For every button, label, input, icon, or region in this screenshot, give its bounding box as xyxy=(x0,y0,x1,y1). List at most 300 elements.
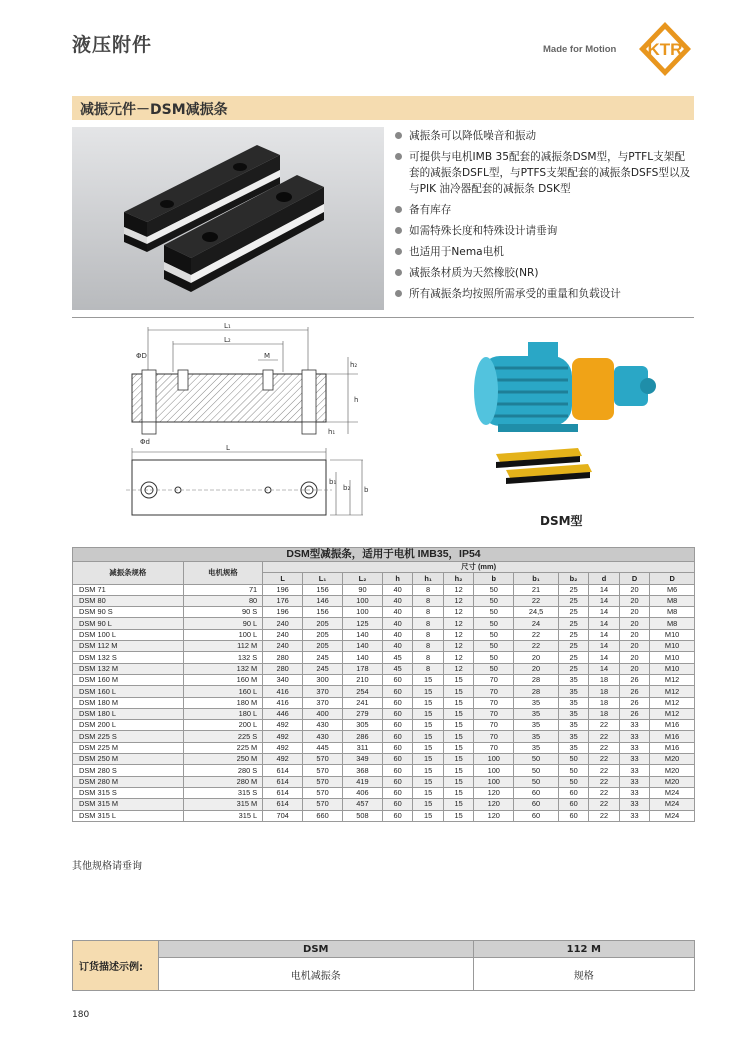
table-cell: 614 xyxy=(263,776,303,787)
table-cell: 200 L xyxy=(183,720,263,731)
table-cell: 406 xyxy=(343,787,383,798)
table-cell: 15 xyxy=(413,810,443,821)
feature-item: 所有减振条均按照所需承受的重量和负载设计 xyxy=(395,286,695,302)
dim-b1: b₁ xyxy=(329,478,337,486)
table-cell: 18 xyxy=(589,686,619,697)
table-cell: 22 xyxy=(514,641,559,652)
table-cell: 132 S xyxy=(183,652,263,663)
table-cell: 180 L xyxy=(183,708,263,719)
table-cell: 430 xyxy=(303,720,343,731)
table-cell: DSM 250 M xyxy=(73,754,184,765)
table-cell: 22 xyxy=(589,787,619,798)
table-cell: 419 xyxy=(343,776,383,787)
table-cell: 60 xyxy=(382,742,412,753)
feature-item: 减振条可以降低噪音和振动 xyxy=(395,128,695,144)
table-cell: 315 S xyxy=(183,787,263,798)
table-cell: 35 xyxy=(558,720,588,731)
table-cell: 15 xyxy=(443,674,473,685)
table-cell: 14 xyxy=(589,641,619,652)
table-cell: 60 xyxy=(382,787,412,798)
table-cell: 280 xyxy=(263,663,303,674)
table-cell: 160 L xyxy=(183,686,263,697)
table-cell: DSM 315 S xyxy=(73,787,184,798)
table-cell: 280 S xyxy=(183,765,263,776)
table-cell: 26 xyxy=(619,697,649,708)
dim-h2: h₂ xyxy=(350,361,358,369)
table-cell: 22 xyxy=(589,765,619,776)
table-cell: M24 xyxy=(650,799,695,810)
table-cell: 241 xyxy=(343,697,383,708)
table-cell: M20 xyxy=(650,754,695,765)
table-cell: 15 xyxy=(413,708,443,719)
table-cell: 60 xyxy=(382,708,412,719)
table-cell: 205 xyxy=(303,618,343,629)
table-cell: 704 xyxy=(263,810,303,821)
table-cell: 50 xyxy=(514,776,559,787)
order-example-table xyxy=(72,940,695,991)
table-cell: 40 xyxy=(382,618,412,629)
table-cell: DSM 100 L xyxy=(73,629,184,640)
table-cell: M20 xyxy=(650,776,695,787)
table-cell: 25 xyxy=(558,641,588,652)
table-row xyxy=(73,776,695,787)
table-cell: 210 xyxy=(343,674,383,685)
table-cell: 100 xyxy=(474,765,514,776)
table-row xyxy=(73,686,695,697)
table-cell: 25 xyxy=(558,663,588,674)
table-cell: 40 xyxy=(382,641,412,652)
table-cell: 140 xyxy=(343,641,383,652)
dim-b: b xyxy=(364,486,369,494)
dim-header: D xyxy=(619,573,649,584)
table-cell: 100 xyxy=(343,607,383,618)
table-cell: 33 xyxy=(619,731,649,742)
product-photo xyxy=(72,127,384,310)
logo-text: KTR xyxy=(647,40,683,59)
feature-item: 备有库存 xyxy=(395,202,695,218)
table-cell: 286 xyxy=(343,731,383,742)
table-cell: 20 xyxy=(619,641,649,652)
table-cell: 35 xyxy=(558,697,588,708)
table-cell: 70 xyxy=(474,674,514,685)
table-cell: DSM 132 M xyxy=(73,663,184,674)
table-cell: 132 M xyxy=(183,663,263,674)
table-cell: 15 xyxy=(443,720,473,731)
dim-header: d xyxy=(589,573,619,584)
table-cell: 400 xyxy=(303,708,343,719)
table-cell: 445 xyxy=(303,742,343,753)
table-cell: 60 xyxy=(382,754,412,765)
table-cell: 614 xyxy=(263,799,303,810)
table-cell: 50 xyxy=(558,754,588,765)
table-cell: DSM 160 L xyxy=(73,686,184,697)
table-cell: 60 xyxy=(382,765,412,776)
table-cell: 245 xyxy=(303,652,343,663)
table-cell: 570 xyxy=(303,787,343,798)
table-cell: 8 xyxy=(413,584,443,595)
table-cell: DSM 90 S xyxy=(73,607,184,618)
table-cell: 70 xyxy=(474,686,514,697)
table-row xyxy=(73,799,695,810)
table-cell: 156 xyxy=(303,584,343,595)
table-cell: 196 xyxy=(263,584,303,595)
table-cell: 430 xyxy=(303,731,343,742)
table-cell: 35 xyxy=(558,708,588,719)
table-cell: 300 xyxy=(303,674,343,685)
table-cell: 205 xyxy=(303,629,343,640)
table-cell: DSM 132 S xyxy=(73,652,184,663)
table-cell: 100 L xyxy=(183,629,263,640)
table-row xyxy=(73,663,695,674)
table-cell: 120 xyxy=(474,787,514,798)
table-cell: 35 xyxy=(514,742,559,753)
table-cell: 15 xyxy=(413,720,443,731)
table-row xyxy=(73,618,695,629)
table-cell: 60 xyxy=(514,799,559,810)
table-cell: 370 xyxy=(303,686,343,697)
dim-header: h xyxy=(382,573,412,584)
table-cell: 15 xyxy=(413,754,443,765)
table-cell: 178 xyxy=(343,663,383,674)
table-cell: 33 xyxy=(619,754,649,765)
table-row xyxy=(73,674,695,685)
table-cell: 20 xyxy=(619,629,649,640)
table-cell: M10 xyxy=(650,652,695,663)
table-cell: 35 xyxy=(514,708,559,719)
table-cell: 22 xyxy=(589,720,619,731)
table-cell: 70 xyxy=(474,708,514,719)
table-cell: 176 xyxy=(263,595,303,606)
table-cell: 315 M xyxy=(183,799,263,810)
table-row xyxy=(73,720,695,731)
table-cell: 18 xyxy=(589,697,619,708)
table-cell: 8 xyxy=(413,652,443,663)
table-cell: 28 xyxy=(514,686,559,697)
tagline: Made for Motion xyxy=(543,44,617,55)
table-cell: M12 xyxy=(650,697,695,708)
table-cell: M20 xyxy=(650,765,695,776)
table-cell: M24 xyxy=(650,810,695,821)
table-cell: 225 S xyxy=(183,731,263,742)
table-cell: 305 xyxy=(343,720,383,731)
table-cell: 25 xyxy=(558,607,588,618)
table-cell: 50 xyxy=(474,595,514,606)
table-cell: DSM 200 L xyxy=(73,720,184,731)
table-cell: 45 xyxy=(382,663,412,674)
dim-D: ΦD xyxy=(136,352,147,360)
table-cell: 250 M xyxy=(183,754,263,765)
table-cell: 492 xyxy=(263,731,303,742)
table-cell: 50 xyxy=(474,618,514,629)
table-cell: 60 xyxy=(558,787,588,798)
table-cell: 25 xyxy=(558,595,588,606)
table-cell: 280 M xyxy=(183,776,263,787)
table-cell: 20 xyxy=(619,652,649,663)
table-cell: 14 xyxy=(589,618,619,629)
table-cell: 120 xyxy=(474,799,514,810)
table-cell: 15 xyxy=(443,765,473,776)
table-cell: 140 xyxy=(343,652,383,663)
table-cell: 315 L xyxy=(183,810,263,821)
dim-header: L₁ xyxy=(303,573,343,584)
table-cell: 14 xyxy=(589,595,619,606)
table-cell: 112 M xyxy=(183,641,263,652)
table-cell: 225 M xyxy=(183,742,263,753)
table-cell: 35 xyxy=(558,674,588,685)
table-cell: 60 xyxy=(382,674,412,685)
table-cell: 33 xyxy=(619,720,649,731)
table-cell: 14 xyxy=(589,584,619,595)
table-row xyxy=(73,708,695,719)
table-cell: 40 xyxy=(382,584,412,595)
feature-item: 可提供与电机IMB 35配套的减振条DSM型，与PTFL支架配套的减振条DSFL型，与PTFS支架配套的减振条DSFS型以及与PIK 油冷器配套的减振条 DSK型 xyxy=(395,149,695,197)
table-cell: 33 xyxy=(619,787,649,798)
table-cell: 60 xyxy=(382,731,412,742)
table-cell: DSM 315 L xyxy=(73,810,184,821)
table-cell: 160 M xyxy=(183,674,263,685)
table-cell: 35 xyxy=(558,742,588,753)
table-cell: 245 xyxy=(303,663,343,674)
table-cell: 22 xyxy=(589,754,619,765)
dim-L: L xyxy=(226,444,230,452)
table-row xyxy=(73,765,695,776)
table-cell: 15 xyxy=(443,787,473,798)
table-cell: 12 xyxy=(443,629,473,640)
table-cell: 12 xyxy=(443,618,473,629)
table-cell: 33 xyxy=(619,765,649,776)
dim-header: h₁ xyxy=(413,573,443,584)
table-cell: 60 xyxy=(514,787,559,798)
table-cell: M8 xyxy=(650,607,695,618)
dim-header: b₁ xyxy=(514,573,559,584)
table-cell: M10 xyxy=(650,663,695,674)
table-cell: 15 xyxy=(443,776,473,787)
table-cell: 35 xyxy=(558,731,588,742)
table-cell: 18 xyxy=(589,708,619,719)
table-cell: DSM 180 M xyxy=(73,697,184,708)
table-cell: 15 xyxy=(443,754,473,765)
table-cell: 50 xyxy=(474,607,514,618)
table-cell: DSM 71 xyxy=(73,584,184,595)
table-cell: 90 L xyxy=(183,618,263,629)
spec-table xyxy=(72,547,695,822)
table-cell: 33 xyxy=(619,776,649,787)
table-cell: 8 xyxy=(413,663,443,674)
table-cell: 156 xyxy=(303,607,343,618)
table-cell: 25 xyxy=(558,652,588,663)
table-cell: 349 xyxy=(343,754,383,765)
table-cell: 22 xyxy=(589,810,619,821)
table-cell: 196 xyxy=(263,607,303,618)
table-cell: 570 xyxy=(303,765,343,776)
table-cell: 40 xyxy=(382,607,412,618)
table-row xyxy=(73,787,695,798)
table-cell: M10 xyxy=(650,641,695,652)
table-cell: 14 xyxy=(589,629,619,640)
table-cell: 21 xyxy=(514,584,559,595)
table-cell: 90 xyxy=(343,584,383,595)
table-cell: 33 xyxy=(619,810,649,821)
table-cell: 70 xyxy=(474,720,514,731)
dim-M: M xyxy=(264,352,271,360)
table-cell: DSM 280 S xyxy=(73,765,184,776)
footnote: 其他规格请垂询 xyxy=(72,861,142,872)
table-cell: 22 xyxy=(589,799,619,810)
table-cell: 15 xyxy=(413,731,443,742)
table-cell: 22 xyxy=(589,742,619,753)
table-cell: 254 xyxy=(343,686,383,697)
table-cell: M10 xyxy=(650,629,695,640)
table-cell: DSM 90 L xyxy=(73,618,184,629)
table-cell: 20 xyxy=(514,652,559,663)
table-cell: 80 xyxy=(183,595,263,606)
page-header-title: 液压附件 xyxy=(72,34,153,56)
table-cell: 570 xyxy=(303,754,343,765)
table-cell: 311 xyxy=(343,742,383,753)
table-cell: 22 xyxy=(514,595,559,606)
table-cell: 18 xyxy=(589,674,619,685)
table-cell: DSM 80 xyxy=(73,595,184,606)
table-cell: 446 xyxy=(263,708,303,719)
table-cell: 14 xyxy=(589,663,619,674)
table-cell: 26 xyxy=(619,674,649,685)
order-value: 112 M xyxy=(473,941,694,958)
table-cell: 15 xyxy=(413,674,443,685)
table-cell: 614 xyxy=(263,765,303,776)
table-cell: 15 xyxy=(413,765,443,776)
dim-h1: h₁ xyxy=(328,428,336,436)
order-description: 规格 xyxy=(473,958,694,991)
table-cell: 50 xyxy=(514,754,559,765)
col-motor-header: 电机规格 xyxy=(183,562,263,585)
table-cell: 20 xyxy=(514,663,559,674)
table-row xyxy=(73,742,695,753)
table-cell: 22 xyxy=(589,731,619,742)
table-cell: 416 xyxy=(263,686,303,697)
table-row xyxy=(73,641,695,652)
table-cell: 20 xyxy=(619,607,649,618)
table-cell: 24,5 xyxy=(514,607,559,618)
dim-header: L₂ xyxy=(343,573,383,584)
table-cell: DSM 225 M xyxy=(73,742,184,753)
table-cell: 146 xyxy=(303,595,343,606)
table-cell: 370 xyxy=(303,697,343,708)
table-cell: 60 xyxy=(382,720,412,731)
table-cell: 570 xyxy=(303,776,343,787)
table-cell: 570 xyxy=(303,799,343,810)
table-row xyxy=(73,629,695,640)
table-cell: 8 xyxy=(413,641,443,652)
table-cell: 140 xyxy=(343,629,383,640)
table-cell: M8 xyxy=(650,618,695,629)
table-row xyxy=(73,754,695,765)
table-cell: 50 xyxy=(474,584,514,595)
table-cell: 60 xyxy=(382,686,412,697)
table-cell: 20 xyxy=(619,595,649,606)
table-cell: 240 xyxy=(263,641,303,652)
table-cell: 120 xyxy=(474,810,514,821)
table-cell: 60 xyxy=(382,697,412,708)
table-row xyxy=(73,607,695,618)
dim-header: b₂ xyxy=(558,573,588,584)
table-cell: 20 xyxy=(619,663,649,674)
table-cell: M16 xyxy=(650,742,695,753)
table-cell: M12 xyxy=(650,686,695,697)
table-cell: M24 xyxy=(650,787,695,798)
table-cell: 24 xyxy=(514,618,559,629)
table-cell: 90 S xyxy=(183,607,263,618)
table-cell: 12 xyxy=(443,607,473,618)
table-cell: 8 xyxy=(413,607,443,618)
section-title: 减振元件－DSM减振条 xyxy=(80,102,228,118)
ktr-logo xyxy=(636,20,694,78)
table-cell: 100 xyxy=(343,595,383,606)
table-cell: 15 xyxy=(443,731,473,742)
table-cell: 45 xyxy=(382,652,412,663)
table-cell: 180 M xyxy=(183,697,263,708)
table-cell: 35 xyxy=(514,697,559,708)
table-cell: 22 xyxy=(589,776,619,787)
table-row xyxy=(73,810,695,821)
table-cell: 35 xyxy=(514,731,559,742)
table-cell: M8 xyxy=(650,595,695,606)
dim-header: L xyxy=(263,573,303,584)
table-cell: 12 xyxy=(443,595,473,606)
table-cell: 26 xyxy=(619,708,649,719)
spec-body xyxy=(73,584,695,821)
table-cell: DSM 225 S xyxy=(73,731,184,742)
dim-header: D xyxy=(650,573,695,584)
table-title: DSM型减振条，适用于电机 IMB35，IP54 xyxy=(73,548,695,562)
table-cell: 8 xyxy=(413,629,443,640)
table-cell: 40 xyxy=(382,629,412,640)
table-row xyxy=(73,652,695,663)
table-cell: 22 xyxy=(514,629,559,640)
table-cell: 15 xyxy=(443,810,473,821)
table-cell: 60 xyxy=(558,799,588,810)
table-cell: M16 xyxy=(650,731,695,742)
dim-header: h₂ xyxy=(443,573,473,584)
table-cell: 15 xyxy=(443,799,473,810)
table-cell: DSM 180 L xyxy=(73,708,184,719)
table-cell: 8 xyxy=(413,595,443,606)
table-cell: 15 xyxy=(443,742,473,753)
table-cell: 12 xyxy=(443,663,473,674)
feature-item: 如需特殊长度和特殊设计请垂询 xyxy=(395,223,695,239)
table-cell: 25 xyxy=(558,584,588,595)
table-cell: 33 xyxy=(619,742,649,753)
table-cell: 125 xyxy=(343,618,383,629)
table-cell: 14 xyxy=(589,652,619,663)
table-cell: 280 xyxy=(263,652,303,663)
table-cell: 70 xyxy=(474,697,514,708)
table-cell: 40 xyxy=(382,595,412,606)
technical-drawing xyxy=(118,322,380,520)
table-cell: 71 xyxy=(183,584,263,595)
table-cell: 15 xyxy=(413,742,443,753)
table-cell: 12 xyxy=(443,652,473,663)
table-cell: 240 xyxy=(263,618,303,629)
dim-L1: L₁ xyxy=(224,322,231,330)
table-row xyxy=(73,731,695,742)
table-cell: 50 xyxy=(474,663,514,674)
table-cell: M16 xyxy=(650,720,695,731)
table-cell: 70 xyxy=(474,742,514,753)
table-cell: 100 xyxy=(474,776,514,787)
col-type-header: 减振条规格 xyxy=(73,562,184,585)
table-cell: 20 xyxy=(619,618,649,629)
feature-item: 减振条材质为天然橡胶(NR) xyxy=(395,265,695,281)
